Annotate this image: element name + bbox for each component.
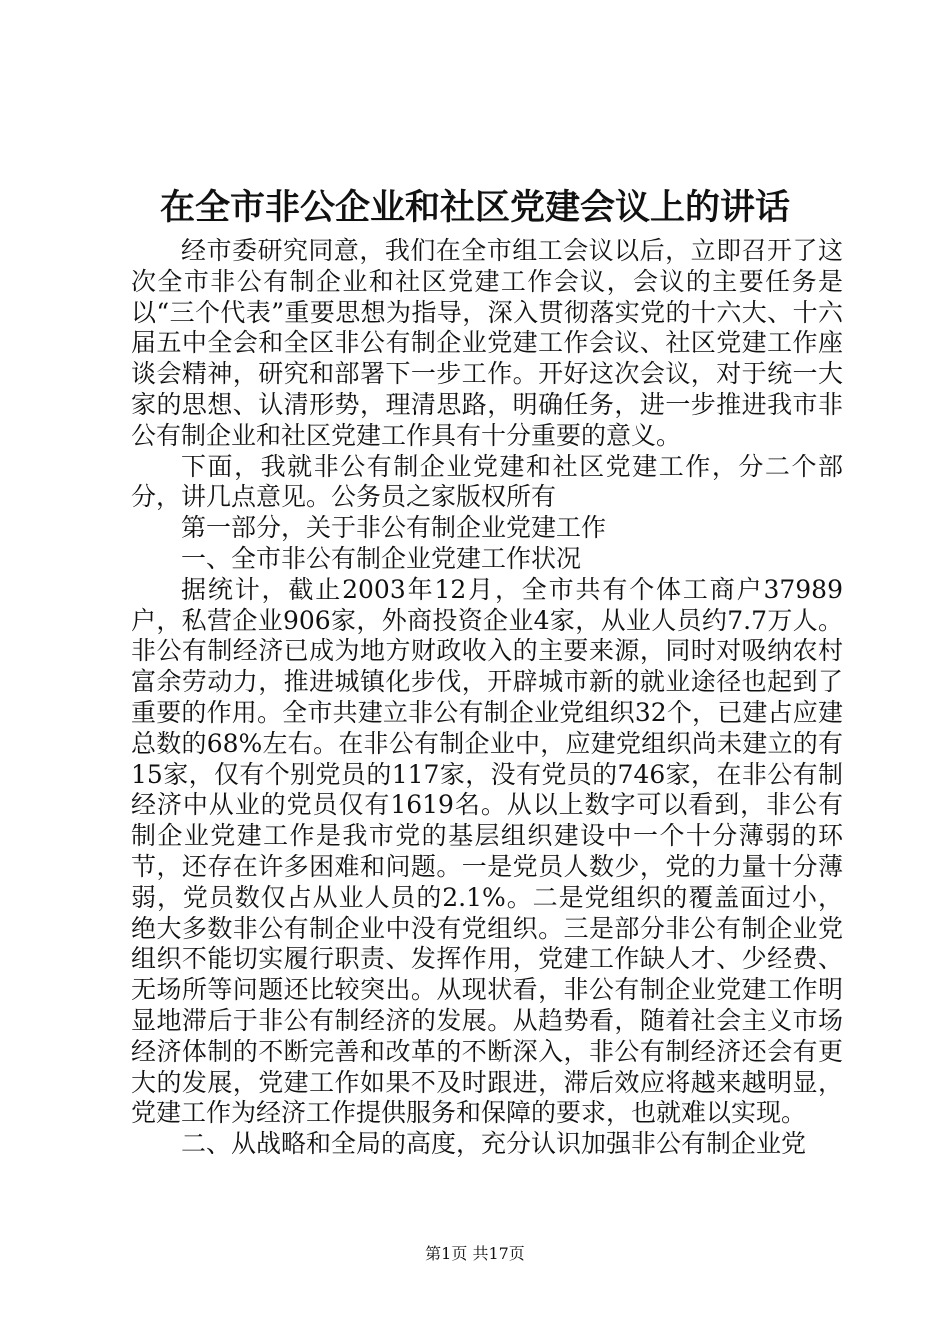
page-footer: 第1页 共17页 xyxy=(425,1244,525,1263)
paragraph-outline: 下面，我就非公有制企业党建和社区党建工作，分二个部分，讲几点意见。公务员之家版权所有 xyxy=(131,451,843,512)
document-body xyxy=(131,236,843,1160)
subsection-heading-status: 一、全市非公有制企业党建工作状况 xyxy=(181,543,582,573)
document-title: 在全市非公企业和社区党建会议上的讲话 xyxy=(159,187,790,228)
paragraph-statistics: 据统计，截止2003年12月，全市共有个体工商户37989户，私营企业906家，外商投资企业4家，从业人员约7.7万人。非公有制经济已成为地方财政收入的主要来源，同时对吸纳农村富余劳动力，推进城镇化步伐，开辟城市新的就业途径也起到了重要的作用。全市共建立非公有制企业党组织32个，已建占应建总数的68%左右。在非公有制企业中，应建党组织尚未建立的有15家，仅有个别党员的117家，没有党员的746家，在非公有制经济中从业的党员仅有1619名。从以上数字可以看到，非公有制企业党建工作是我市党的基层组织建设中一个十分薄弱的环节，还存在许多困难和问题。一是党员人数少，党的力量十分薄弱，党员数仅占从业人员的2.1%。二是党组织的覆盖面过小，绝大多数非公有制企业中没有党组织。三是部分非公有制企业党组织不能切实履行职责、发挥作用，党建工作缺人才、少经费、无场所等问题还比较突出。从现状看，非公有制企业党建工作明显地滞后于非公有制经济的发展。从趋势看，随着社会主义市场经济体制的不断完善和改革的不断深入，非公有制经济还会有更大的发展，党建工作如果不及时跟进，滞后效应将越来越明显，党建工作为经济工作提供服务和保障的要求，也就难以实现。 xyxy=(131,574,843,1128)
section-heading-part-one: 第一部分，关于非公有制企业党建工作 xyxy=(181,513,607,543)
paragraph-intro: 经市委研究同意，我们在全市组工会议以后，立即召开了这次全市非公有制企业和社区党建工作会议，会议的主要任务是以“三个代表”重要思想为指导，深入贯彻落实党的十六大、十六届五中全会和全区非公有制企业党建工作会议、社区党建工作座谈会精神，研究和部署下一步工作。开好这次会议，对于统一大家的思想、认清形势，理清思路，明确任务，进一步推进我市非公有制企业和社区党建工作具有十分重要的意义。 xyxy=(131,236,843,450)
subsection-heading-strategy: 二、从战略和全局的高度，充分认识加强非公有制企业党 xyxy=(181,1129,807,1159)
